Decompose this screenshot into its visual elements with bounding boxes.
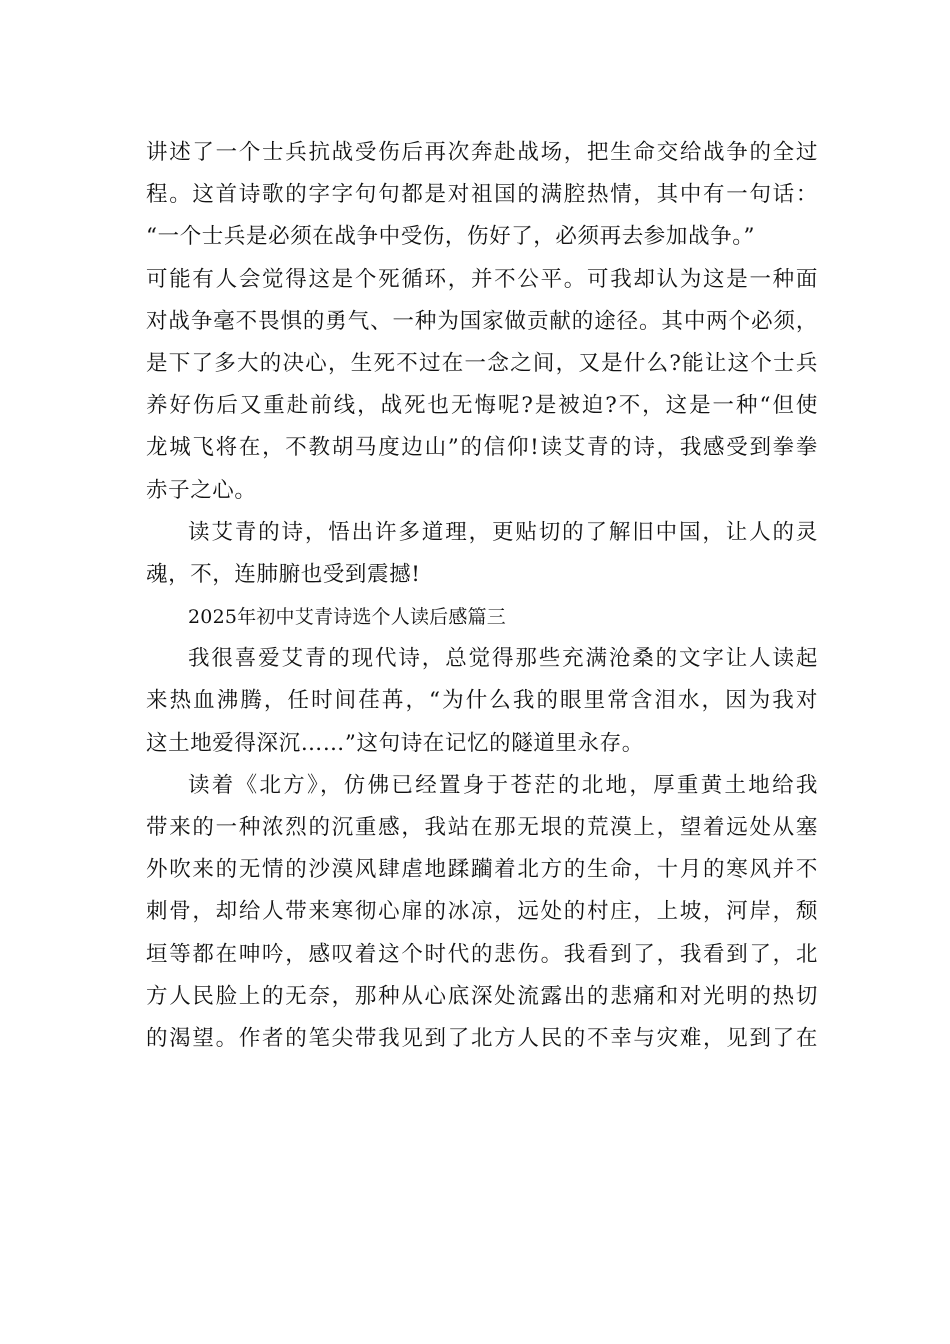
text-line: 读艾青的诗，悟出许多道理，更贴切的了解旧中国，让人的灵 <box>188 519 818 545</box>
text-line: 读着《北方》，仿佛已经置身于苍茫的北地，厚重黄土地给我 <box>188 772 818 798</box>
text-line: 刺骨，却给人带来寒彻心扉的冰凉，远处的村庄，上坡，河岸，颓 <box>146 899 818 925</box>
text-line: 是下了多大的决心，生死不过在一念之间，又是什么?能让这个士兵 <box>146 350 818 376</box>
text-line: 来热血沸腾，任时间荏苒，“为什么我的眼里常含泪水，因为我对 <box>146 688 818 714</box>
text-line: 外吹来的无情的沙漠风肆虐地蹂躏着北方的生命，十月的寒风并不 <box>146 857 818 883</box>
text-line: 这土地爱得深沉……”这句诗在记忆的隧道里永存。 <box>146 730 644 756</box>
text-line: “一个士兵是必须在战争中受伤，伤好了，必须再去参加战争。” <box>146 224 756 250</box>
document-body <box>146 132 818 1060</box>
text-line: 带来的一种浓烈的沉重感，我站在那无垠的荒漠上，望着远处从塞 <box>146 815 818 840</box>
text-line: 对战争毫不畏惧的勇气、一种为国家做贡献的途径。其中两个必须， <box>146 308 818 334</box>
text-line: 我很喜爱艾青的现代诗，总觉得那些充满沧桑的文字让人读起 <box>188 646 818 672</box>
section-heading: 2025年初中艾青诗选个人读后感篇三 <box>188 606 506 629</box>
text-line: 方人民脸上的无奈，那种从心底深处流露出的悲痛和对光明的热切 <box>146 983 818 1009</box>
text-line: 龙城飞将在，不教胡马度边山”的信仰!读艾青的诗，我感受到拳拳 <box>146 435 818 461</box>
text-line: 的渴望。作者的笔尖带我见到了北方人民的不幸与灾难，见到了在 <box>146 1025 818 1051</box>
text-line: 养好伤后又重赴前线，战死也无悔呢?是被迫?不，这是一种“但使 <box>146 393 818 419</box>
text-line: 赤子之心。 <box>146 477 257 503</box>
text-line: 魂，不，连肺腑也受到震撼! <box>146 561 421 587</box>
text-line: 可能有人会觉得这是个死循环，并不公平。可我却认为这是一种面 <box>146 266 818 292</box>
text-line: 讲述了一个士兵抗战受伤后再次奔赴战场，把生命交给战争的全过 <box>146 140 818 165</box>
text-line: 垣等都在呻吟，感叹着这个时代的悲伤。我看到了，我看到了，北 <box>146 941 818 967</box>
text-line: 程。这首诗歌的字字句句都是对祖国的满腔热情，其中有一句话： <box>146 182 818 208</box>
